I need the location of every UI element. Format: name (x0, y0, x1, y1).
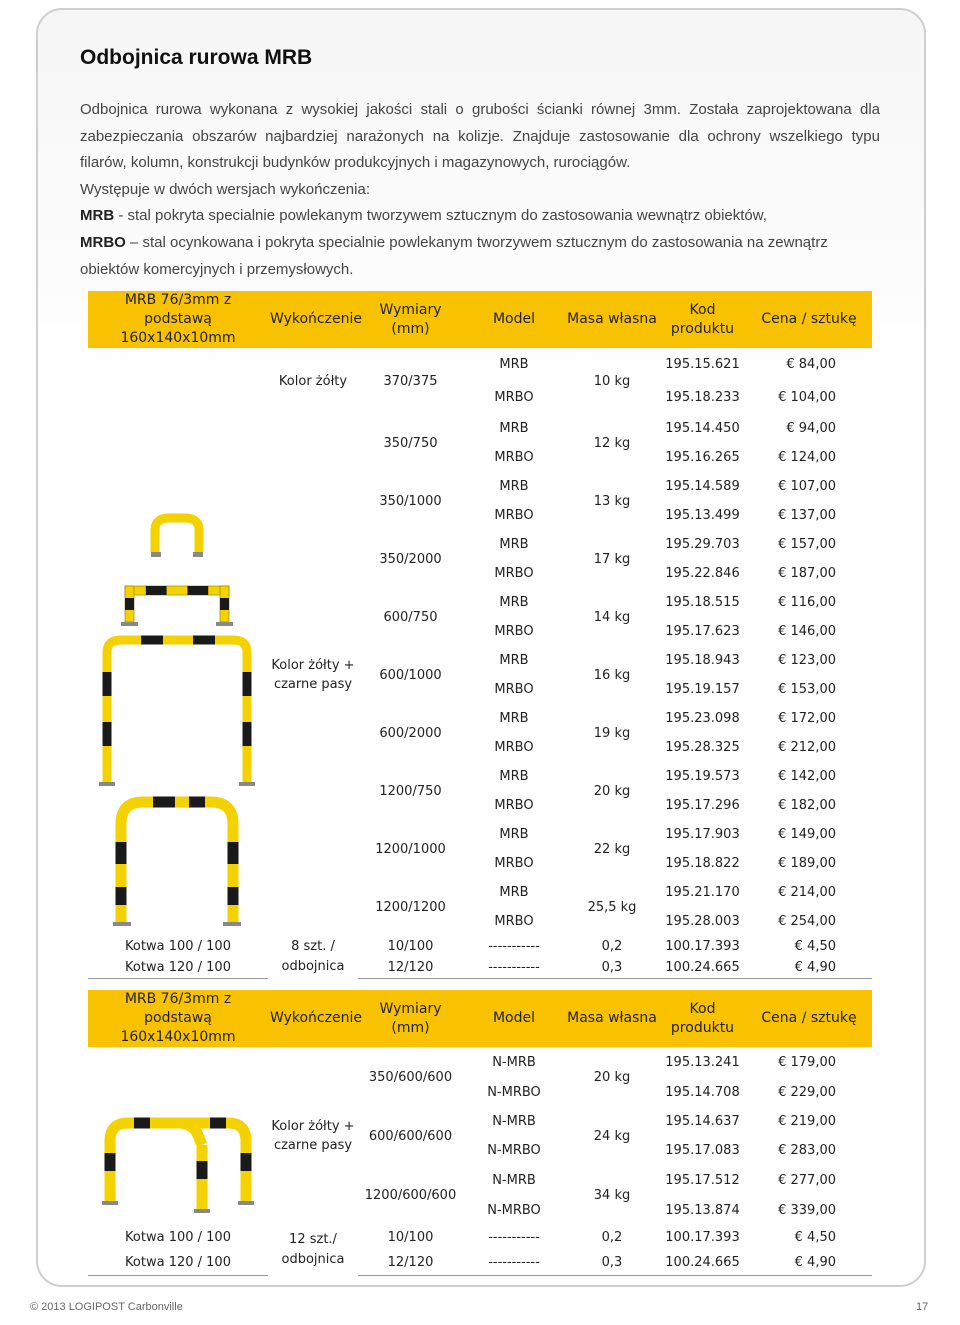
anchor-name-cell: Kotwa 100 / 100 (125, 1230, 231, 1245)
dimensions-cell: 600/1000 (379, 667, 442, 683)
price-cell: € 254,00 (778, 914, 836, 929)
mass-cell: 16 kg (593, 667, 631, 683)
product-code-cell: 195.17.296 (665, 798, 740, 813)
intro-desc-mrbo: – stal ocynkowana i pokryta specialnie powlekanym tworzywem sztucznym do zastosowania na zewnątrz obiektów komercyjnych i przemysłowych. (80, 233, 828, 278)
anchor-code-cell: 100.17.393 (665, 1230, 740, 1245)
model-cell: MRB (499, 595, 529, 610)
intro-paragraph-3 (80, 203, 880, 230)
anchor-price-cell: € 4,90 (746, 1250, 872, 1275)
mass-cell: 10 kg (593, 373, 631, 389)
model-cell: MRB (499, 537, 529, 552)
header-model: Model (463, 291, 565, 348)
product-code-cell: 195.18.822 (665, 856, 740, 871)
product-code-cell: 195.13.241 (665, 1054, 740, 1070)
price-cell: € 149,00 (778, 827, 836, 842)
model-cell: N-MRB (492, 1114, 536, 1129)
mass-cell: 34 kg (593, 1187, 631, 1203)
model-cell: MRBO (494, 682, 534, 697)
dimensions-cell: 1200/750 (379, 783, 442, 799)
mass-cell: 22 kg (593, 841, 631, 857)
table-row (88, 348, 872, 381)
anchor-dimensions-cell: 12/120 (358, 1250, 463, 1275)
anchor-row (88, 1250, 872, 1275)
price-cell: € 123,00 (778, 653, 836, 668)
price-cell: € 142,00 (778, 769, 836, 784)
product-code-cell: 195.13.874 (665, 1202, 740, 1218)
mass-cell: 14 kg (593, 609, 631, 625)
price-cell: € 104,00 (778, 390, 836, 405)
product-code-cell: 195.14.637 (665, 1114, 740, 1129)
product-code-cell: 195.28.325 (665, 740, 740, 755)
model-cell: MRBO (494, 450, 534, 465)
dimensions-cell: 350/2000 (379, 551, 442, 567)
price-cell: € 94,00 (786, 421, 836, 436)
barrier-product-image (93, 512, 263, 932)
header-finish: Wykończenie (268, 291, 358, 348)
intro-paragraph-2: Występuje w dwóch wersjach wykończenia: (80, 180, 370, 198)
price-cell: € 107,00 (778, 479, 836, 494)
model-cell: MRB (499, 653, 529, 668)
model-cell: MRBO (494, 508, 534, 523)
product-code-cell: 195.21.170 (665, 885, 740, 900)
model-cell: MRB (499, 769, 529, 784)
mass-cell: 19 kg (593, 725, 631, 741)
header-code: Kod produktu (659, 990, 746, 1047)
price-cell: € 137,00 (778, 508, 836, 523)
anchor-dimensions-cell: 12/120 (358, 957, 463, 978)
price-cell: € 172,00 (778, 711, 836, 726)
dimensions-cell: 1200/1000 (375, 841, 446, 857)
price-cell: € 277,00 (778, 1172, 836, 1188)
anchor-row (88, 1225, 872, 1250)
header-price: Cena / sztukę (746, 291, 872, 348)
dimensions-cell: 600/750 (383, 609, 438, 625)
model-cell: MRB (499, 711, 529, 726)
intro-paragraph-1: Odbojnica rurowa wykonana z wysokiej jakości stali o grubości ścianki równej 3mm. Została zaprojektowana dla zabezpieczania obszarów najbardziej narażonych na kolizje. Znajduje zastosowanie dla ochrony wszelkiego typu filarów, kolumn, konstrukcji budynków produkcyjnych i magazynowych, rurociągów. (80, 101, 880, 172)
product-code-cell: 195.19.573 (665, 769, 740, 784)
dimensions-cell: 370/375 (383, 373, 438, 389)
mass-cell: 12 kg (593, 435, 631, 451)
header-product: MRB 76/3mm z podstawą 160x140x10mm (88, 990, 268, 1047)
price-cell: € 179,00 (778, 1054, 836, 1070)
product-code-cell: 195.17.903 (665, 827, 740, 842)
price-cell: € 146,00 (778, 624, 836, 639)
product-code-cell: 195.14.450 (665, 421, 740, 436)
dimensions-cell: 1200/1200 (375, 899, 446, 915)
price-cell: € 283,00 (778, 1143, 836, 1158)
product-table-corner (88, 990, 872, 1276)
header-mass: Masa własna (565, 291, 659, 348)
mass-cell: 20 kg (593, 783, 631, 799)
price-cell: € 212,00 (778, 740, 836, 755)
anchor-code-cell: 100.24.665 (659, 1250, 746, 1275)
price-cell: € 182,00 (778, 798, 836, 813)
product-code-cell: 195.18.233 (665, 390, 740, 405)
product-code-cell: 195.17.083 (665, 1143, 740, 1158)
anchor-model-cell: ----------- (488, 1230, 540, 1245)
anchor-model-cell: ----------- (463, 957, 565, 978)
product-code-cell: 195.22.846 (665, 566, 740, 581)
dimensions-cell: 350/750 (383, 435, 438, 451)
anchor-model-cell: ----------- (488, 939, 540, 954)
header-product: MRB 76/3mm z podstawą 160x140x10mm (88, 291, 268, 348)
corner-barrier-image (98, 1101, 258, 1221)
anchor-code-cell: 100.17.393 (665, 939, 740, 954)
intro-desc-mrb: - stal pokryta specialnie powlekanym tworzywem sztucznym do zastosowania wewnątrz obiektów, (114, 207, 767, 225)
dimensions-cell: 350/1000 (379, 493, 442, 509)
product-photo-cell (88, 1047, 268, 1225)
table-header-row (88, 291, 872, 348)
header-code: Kod produktu (659, 291, 746, 348)
mass-cell: 20 kg (593, 1069, 631, 1085)
product-code-cell: 195.29.703 (665, 537, 740, 552)
intro-term-mrbo: MRBO (80, 233, 126, 251)
model-cell: MRBO (494, 914, 534, 929)
model-cell: MRBO (494, 566, 534, 581)
model-cell: MRBO (494, 624, 534, 639)
anchor-price-cell: € 4,90 (746, 957, 872, 978)
model-cell: MRBO (494, 740, 534, 755)
mass-cell: 13 kg (593, 493, 631, 509)
anchor-model-cell: ----------- (463, 1250, 565, 1275)
model-cell: N-MRBO (487, 1202, 541, 1218)
intro-paragraph-4 (80, 230, 880, 283)
model-cell: MRBO (494, 856, 534, 871)
anchor-quantity-cell: 12 szt./ odbojnica (281, 1232, 345, 1267)
dimensions-cell: 600/600/600 (368, 1128, 453, 1144)
mass-cell: 17 kg (593, 551, 631, 567)
model-cell: N-MRBO (487, 1084, 541, 1100)
product-code-cell: 195.19.157 (665, 682, 740, 697)
header-mass: Masa własna (565, 990, 659, 1047)
product-code-cell: 195.14.708 (665, 1084, 740, 1100)
anchor-name-cell: Kotwa 100 / 100 (125, 939, 231, 954)
model-cell: N-MRB (492, 1054, 536, 1070)
anchor-mass-cell: 0,2 (601, 939, 623, 954)
intro-text (80, 97, 880, 283)
anchor-dimensions-cell: 10/100 (387, 939, 434, 954)
product-code-cell: 195.17.512 (665, 1172, 740, 1188)
model-cell: N-MRB (492, 1172, 536, 1188)
anchor-row (88, 957, 872, 978)
header-finish: Wykończenie (268, 990, 358, 1047)
intro-term-mrb: MRB (80, 207, 115, 225)
model-cell: MRB (499, 885, 529, 900)
dimensions-cell: 350/600/600 (368, 1069, 453, 1085)
price-cell: € 219,00 (778, 1114, 836, 1129)
product-code-cell: 195.23.098 (665, 711, 740, 726)
model-cell: MRBO (494, 390, 534, 405)
model-cell: MRB (499, 827, 529, 842)
price-cell: € 229,00 (778, 1084, 836, 1100)
anchor-row (88, 936, 872, 957)
price-cell: € 189,00 (778, 856, 836, 871)
anchor-price-cell: € 4,50 (794, 1230, 836, 1245)
product-code-cell: 195.17.623 (665, 624, 740, 639)
anchor-price-cell: € 4,50 (794, 939, 836, 954)
anchor-mass-cell: 0,2 (601, 1230, 623, 1245)
table-header-row (88, 990, 872, 1047)
footer-copyright: © 2013 LOGIPOST Carbonville (30, 1301, 183, 1313)
mass-cell: 24 kg (593, 1128, 631, 1144)
model-cell: MRB (499, 421, 529, 436)
footer-page-number: 17 (916, 1301, 929, 1313)
model-cell: MRB (499, 357, 529, 372)
product-photo-cell (88, 348, 268, 936)
product-code-cell: 195.16.265 (665, 450, 740, 465)
header-dimensions: Wymiary (mm) (358, 291, 463, 348)
page-title: Odbojnica rurowa MRB (80, 46, 313, 69)
header-price: Cena / sztukę (746, 990, 872, 1047)
product-code-cell: 195.18.515 (665, 595, 740, 610)
mass-cell: 25,5 kg (587, 899, 637, 915)
price-cell: € 214,00 (778, 885, 836, 900)
header-model: Model (463, 990, 565, 1047)
product-code-cell: 195.14.589 (665, 479, 740, 494)
price-cell: € 124,00 (778, 450, 836, 465)
anchor-code-cell: 100.24.665 (659, 957, 746, 978)
product-code-cell: 195.18.943 (665, 653, 740, 668)
anchor-name-cell: Kotwa 120 / 100 (88, 957, 268, 978)
price-cell: € 153,00 (778, 682, 836, 697)
anchor-quantity-cell: 8 szt. / odbojnica (281, 939, 345, 974)
anchor-name-cell: Kotwa 120 / 100 (88, 1250, 268, 1275)
product-table-mrb (88, 291, 872, 979)
price-cell: € 187,00 (778, 566, 836, 581)
finish-cell: Kolor żółty (278, 373, 348, 389)
price-cell: € 116,00 (778, 595, 836, 610)
price-cell: € 84,00 (786, 357, 836, 372)
product-code-cell: 195.15.621 (665, 357, 740, 372)
dimensions-cell: 600/2000 (379, 725, 442, 741)
finish-cell: Kolor żółty + czarne pasy (271, 1119, 355, 1153)
anchor-dimensions-cell: 10/100 (387, 1230, 434, 1245)
product-code-cell: 195.28.003 (665, 914, 740, 929)
model-cell: MRB (499, 479, 529, 494)
table-row (88, 1047, 872, 1077)
price-cell: € 157,00 (778, 537, 836, 552)
anchor-mass-cell: 0,3 (565, 1250, 659, 1275)
anchor-mass-cell: 0,3 (565, 957, 659, 978)
model-cell: MRBO (494, 798, 534, 813)
dimensions-cell: 1200/600/600 (364, 1187, 457, 1203)
header-dimensions: Wymiary (mm) (358, 990, 463, 1047)
finish-cell: Kolor żółty + czarne pasy (271, 658, 355, 692)
model-cell: N-MRBO (487, 1143, 541, 1158)
price-cell: € 339,00 (778, 1202, 836, 1218)
product-code-cell: 195.13.499 (665, 508, 740, 523)
